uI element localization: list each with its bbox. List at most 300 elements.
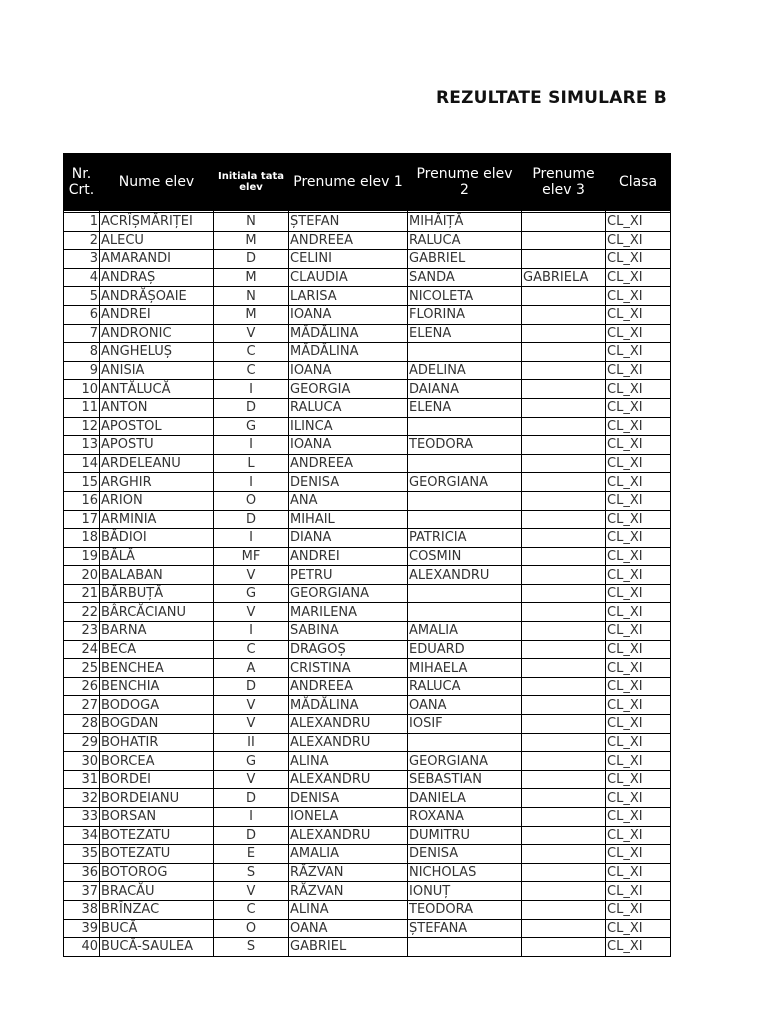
cell-clasa: CL_XI xyxy=(606,938,671,957)
cell-prenume-2: PATRICIA xyxy=(408,529,522,548)
cell-prenume-1: AMALIA xyxy=(289,845,408,864)
cell-prenume-3 xyxy=(522,715,606,734)
cell-initiala-tata: G xyxy=(214,417,289,436)
cell-prenume-2: ELENA xyxy=(408,398,522,417)
cell-prenume-2: MIHĂIȚĂ xyxy=(408,213,522,232)
cell-prenume-2: TEODORA xyxy=(408,436,522,455)
cell-nr-crt: 2 xyxy=(64,231,100,250)
table-row xyxy=(64,715,671,734)
cell-prenume-1: MĂDĂLINA xyxy=(289,343,408,362)
cell-prenume-1: GEORGIANA xyxy=(289,584,408,603)
cell-clasa: CL_XI xyxy=(606,473,671,492)
cell-initiala-tata: D xyxy=(214,510,289,529)
cell-nr-crt: 10 xyxy=(64,380,100,399)
cell-initiala-tata: D xyxy=(214,677,289,696)
cell-clasa: CL_XI xyxy=(606,826,671,845)
cell-prenume-1: CRISTINA xyxy=(289,659,408,678)
cell-prenume-3 xyxy=(522,380,606,399)
cell-prenume-1: ALINA xyxy=(289,900,408,919)
table-row xyxy=(64,231,671,250)
cell-initiala-tata: V xyxy=(214,770,289,789)
cell-prenume-2 xyxy=(408,491,522,510)
cell-prenume-1: GEORGIA xyxy=(289,380,408,399)
table-row xyxy=(64,900,671,919)
header-prenume-2: Prenume elev 2 xyxy=(408,154,522,211)
cell-prenume-3 xyxy=(522,287,606,306)
cell-nr-crt: 38 xyxy=(64,900,100,919)
cell-nume-elev: BUCĂ xyxy=(100,919,214,938)
cell-prenume-1: MĂDĂLINA xyxy=(289,324,408,343)
cell-prenume-3 xyxy=(522,770,606,789)
cell-prenume-3: GABRIELA xyxy=(522,268,606,287)
cell-nr-crt: 13 xyxy=(64,436,100,455)
table-row xyxy=(64,510,671,529)
cell-nume-elev: BENCHIA xyxy=(100,677,214,696)
cell-prenume-1: DIANA xyxy=(289,529,408,548)
cell-nume-elev: ALECU xyxy=(100,231,214,250)
cell-nume-elev: ANGHELUȘ xyxy=(100,343,214,362)
cell-prenume-3 xyxy=(522,547,606,566)
cell-nume-elev: BALABAN xyxy=(100,566,214,585)
table-row xyxy=(64,380,671,399)
cell-nume-elev: ANDREI xyxy=(100,305,214,324)
table-row xyxy=(64,752,671,771)
cell-initiala-tata: V xyxy=(214,603,289,622)
cell-clasa: CL_XI xyxy=(606,454,671,473)
cell-clasa: CL_XI xyxy=(606,584,671,603)
cell-nume-elev: ANDRONIC xyxy=(100,324,214,343)
cell-nr-crt: 23 xyxy=(64,622,100,641)
cell-prenume-1: DRAGOȘ xyxy=(289,640,408,659)
header-row xyxy=(64,154,671,211)
cell-prenume-1: IONELA xyxy=(289,808,408,827)
cell-clasa: CL_XI xyxy=(606,398,671,417)
table-row xyxy=(64,529,671,548)
cell-prenume-3 xyxy=(522,324,606,343)
cell-prenume-1: CELINI xyxy=(289,250,408,269)
cell-nr-crt: 27 xyxy=(64,696,100,715)
table-row xyxy=(64,305,671,324)
cell-prenume-2: RALUCA xyxy=(408,231,522,250)
cell-clasa: CL_XI xyxy=(606,659,671,678)
table-row xyxy=(64,324,671,343)
cell-prenume-1: OANA xyxy=(289,919,408,938)
cell-prenume-1: ANDREI xyxy=(289,547,408,566)
cell-prenume-3 xyxy=(522,398,606,417)
cell-prenume-2: OANA xyxy=(408,696,522,715)
cell-prenume-2: EDUARD xyxy=(408,640,522,659)
cell-prenume-3 xyxy=(522,659,606,678)
cell-nr-crt: 33 xyxy=(64,808,100,827)
cell-nr-crt: 19 xyxy=(64,547,100,566)
cell-prenume-1: ALEXANDRU xyxy=(289,826,408,845)
cell-prenume-3 xyxy=(522,733,606,752)
cell-clasa: CL_XI xyxy=(606,640,671,659)
cell-prenume-1: ANDREEA xyxy=(289,677,408,696)
cell-initiala-tata: V xyxy=(214,696,289,715)
cell-nr-crt: 21 xyxy=(64,584,100,603)
table-row xyxy=(64,287,671,306)
cell-nr-crt: 14 xyxy=(64,454,100,473)
cell-prenume-2: GABRIEL xyxy=(408,250,522,269)
header-nr-crt: Nr. Crt. xyxy=(64,154,100,211)
cell-clasa: CL_XI xyxy=(606,715,671,734)
cell-initiala-tata: G xyxy=(214,752,289,771)
cell-initiala-tata: M xyxy=(214,305,289,324)
cell-initiala-tata: M xyxy=(214,268,289,287)
cell-clasa: CL_XI xyxy=(606,696,671,715)
cell-prenume-2: NICHOLAS xyxy=(408,863,522,882)
cell-initiala-tata: I xyxy=(214,808,289,827)
cell-prenume-1: RALUCA xyxy=(289,398,408,417)
cell-nr-crt: 8 xyxy=(64,343,100,362)
cell-prenume-3 xyxy=(522,900,606,919)
cell-prenume-2: ELENA xyxy=(408,324,522,343)
cell-clasa: CL_XI xyxy=(606,808,671,827)
cell-initiala-tata: D xyxy=(214,250,289,269)
cell-nr-crt: 34 xyxy=(64,826,100,845)
cell-prenume-3 xyxy=(522,454,606,473)
cell-nume-elev: AMARANDI xyxy=(100,250,214,269)
header-initiala-tata: Initiala tata elev xyxy=(214,154,289,211)
cell-nr-crt: 5 xyxy=(64,287,100,306)
cell-prenume-2: DENISA xyxy=(408,845,522,864)
cell-prenume-3 xyxy=(522,231,606,250)
table-row xyxy=(64,696,671,715)
cell-initiala-tata: V xyxy=(214,324,289,343)
cell-prenume-3 xyxy=(522,250,606,269)
table-row xyxy=(64,733,671,752)
cell-nume-elev: BORDEIANU xyxy=(100,789,214,808)
cell-initiala-tata: I xyxy=(214,622,289,641)
cell-prenume-2 xyxy=(408,733,522,752)
table-row xyxy=(64,603,671,622)
table-row xyxy=(64,919,671,938)
table-row xyxy=(64,436,671,455)
page-title: REZULTATE SIMULARE B xyxy=(436,88,667,108)
cell-nume-elev: ACRÎȘMĂRIȚEI xyxy=(100,213,214,232)
cell-initiala-tata: S xyxy=(214,938,289,957)
cell-clasa: CL_XI xyxy=(606,250,671,269)
cell-clasa: CL_XI xyxy=(606,213,671,232)
cell-nr-crt: 22 xyxy=(64,603,100,622)
cell-nume-elev: APOSTOL xyxy=(100,417,214,436)
cell-prenume-3 xyxy=(522,510,606,529)
cell-nume-elev: BĂRBUȚĂ xyxy=(100,584,214,603)
table-row xyxy=(64,268,671,287)
cell-nume-elev: ARDELEANU xyxy=(100,454,214,473)
table-header xyxy=(64,154,671,211)
cell-nume-elev: BOTOROG xyxy=(100,863,214,882)
cell-nume-elev: BENCHEA xyxy=(100,659,214,678)
cell-prenume-3 xyxy=(522,826,606,845)
cell-prenume-1: ALEXANDRU xyxy=(289,733,408,752)
cell-nr-crt: 36 xyxy=(64,863,100,882)
cell-prenume-1: ALEXANDRU xyxy=(289,770,408,789)
cell-nume-elev: BOGDAN xyxy=(100,715,214,734)
cell-nume-elev: BĂDIOI xyxy=(100,529,214,548)
cell-prenume-1: MIHAIL xyxy=(289,510,408,529)
cell-prenume-3 xyxy=(522,305,606,324)
cell-prenume-2: TEODORA xyxy=(408,900,522,919)
cell-prenume-1: MARILENA xyxy=(289,603,408,622)
cell-initiala-tata: I xyxy=(214,380,289,399)
cell-nume-elev: BÂRCĂCIANU xyxy=(100,603,214,622)
cell-prenume-3 xyxy=(522,808,606,827)
table-row xyxy=(64,491,671,510)
cell-nume-elev: ANTON xyxy=(100,398,214,417)
cell-prenume-1: IOANA xyxy=(289,305,408,324)
cell-nr-crt: 40 xyxy=(64,938,100,957)
table-row xyxy=(64,677,671,696)
cell-prenume-3 xyxy=(522,863,606,882)
cell-clasa: CL_XI xyxy=(606,380,671,399)
cell-clasa: CL_XI xyxy=(606,361,671,380)
cell-initiala-tata: D xyxy=(214,789,289,808)
cell-prenume-1: DENISA xyxy=(289,789,408,808)
cell-prenume-2: SEBASTIAN xyxy=(408,770,522,789)
cell-clasa: CL_XI xyxy=(606,752,671,771)
table-row xyxy=(64,343,671,362)
cell-initiala-tata: V xyxy=(214,715,289,734)
cell-nr-crt: 4 xyxy=(64,268,100,287)
cell-initiala-tata: V xyxy=(214,566,289,585)
cell-nr-crt: 16 xyxy=(64,491,100,510)
table-row xyxy=(64,808,671,827)
table-row xyxy=(64,398,671,417)
table-row xyxy=(64,882,671,901)
cell-prenume-3 xyxy=(522,566,606,585)
header-nume-elev: Nume elev xyxy=(100,154,214,211)
header-prenume-3: Prenume elev 3 xyxy=(522,154,606,211)
cell-nr-crt: 24 xyxy=(64,640,100,659)
cell-clasa: CL_XI xyxy=(606,882,671,901)
cell-initiala-tata: D xyxy=(214,826,289,845)
cell-nume-elev: ANDRAȘ xyxy=(100,268,214,287)
cell-nr-crt: 28 xyxy=(64,715,100,734)
cell-initiala-tata: D xyxy=(214,398,289,417)
cell-clasa: CL_XI xyxy=(606,770,671,789)
cell-initiala-tata: G xyxy=(214,584,289,603)
cell-prenume-3 xyxy=(522,622,606,641)
cell-clasa: CL_XI xyxy=(606,529,671,548)
cell-prenume-1: RĂZVAN xyxy=(289,882,408,901)
cell-prenume-3 xyxy=(522,640,606,659)
cell-nume-elev: ANISIA xyxy=(100,361,214,380)
cell-initiala-tata: N xyxy=(214,213,289,232)
cell-prenume-2: ȘTEFANA xyxy=(408,919,522,938)
cell-prenume-2: AMALIA xyxy=(408,622,522,641)
cell-prenume-3 xyxy=(522,343,606,362)
cell-clasa: CL_XI xyxy=(606,417,671,436)
cell-nr-crt: 39 xyxy=(64,919,100,938)
table-row xyxy=(64,584,671,603)
cell-clasa: CL_XI xyxy=(606,845,671,864)
cell-clasa: CL_XI xyxy=(606,733,671,752)
cell-nume-elev: BORDEI xyxy=(100,770,214,789)
cell-clasa: CL_XI xyxy=(606,287,671,306)
cell-clasa: CL_XI xyxy=(606,789,671,808)
header-prenume-1: Prenume elev 1 xyxy=(289,154,408,211)
table-row xyxy=(64,826,671,845)
cell-nr-crt: 6 xyxy=(64,305,100,324)
cell-prenume-3 xyxy=(522,361,606,380)
table-row xyxy=(64,938,671,957)
cell-nume-elev: BUCĂ-SAULEA xyxy=(100,938,214,957)
cell-prenume-1: SABINA xyxy=(289,622,408,641)
cell-nume-elev: BORCEA xyxy=(100,752,214,771)
cell-clasa: CL_XI xyxy=(606,547,671,566)
cell-prenume-3 xyxy=(522,491,606,510)
cell-nr-crt: 7 xyxy=(64,324,100,343)
cell-nr-crt: 35 xyxy=(64,845,100,864)
cell-initiala-tata: MF xyxy=(214,547,289,566)
cell-prenume-2 xyxy=(408,938,522,957)
cell-clasa: CL_XI xyxy=(606,343,671,362)
table-row xyxy=(64,566,671,585)
cell-prenume-1: RĂZVAN xyxy=(289,863,408,882)
cell-nume-elev: ARION xyxy=(100,491,214,510)
cell-prenume-1: IOANA xyxy=(289,436,408,455)
results-table xyxy=(63,153,671,957)
table-body xyxy=(64,211,671,957)
cell-nume-elev: BODOGA xyxy=(100,696,214,715)
cell-prenume-3 xyxy=(522,789,606,808)
cell-prenume-2: IOSIF xyxy=(408,715,522,734)
cell-prenume-1: MĂDĂLINA xyxy=(289,696,408,715)
cell-prenume-1: GABRIEL xyxy=(289,938,408,957)
cell-prenume-1: ALINA xyxy=(289,752,408,771)
cell-prenume-3 xyxy=(522,529,606,548)
cell-initiala-tata: II xyxy=(214,733,289,752)
cell-nume-elev: ARGHIR xyxy=(100,473,214,492)
cell-prenume-1: ANDREEA xyxy=(289,454,408,473)
table-row xyxy=(64,250,671,269)
cell-nume-elev: ANDRĂȘOAIE xyxy=(100,287,214,306)
cell-initiala-tata: S xyxy=(214,863,289,882)
cell-clasa: CL_XI xyxy=(606,305,671,324)
cell-prenume-2 xyxy=(408,417,522,436)
cell-nr-crt: 31 xyxy=(64,770,100,789)
cell-initiala-tata: C xyxy=(214,361,289,380)
cell-nume-elev: APOSTU xyxy=(100,436,214,455)
table-row xyxy=(64,454,671,473)
cell-prenume-1: ȘTEFAN xyxy=(289,213,408,232)
cell-clasa: CL_XI xyxy=(606,603,671,622)
cell-prenume-2: MIHAELA xyxy=(408,659,522,678)
cell-prenume-1: PETRU xyxy=(289,566,408,585)
cell-nr-crt: 32 xyxy=(64,789,100,808)
cell-nume-elev: BOTEZATU xyxy=(100,845,214,864)
cell-clasa: CL_XI xyxy=(606,566,671,585)
cell-prenume-3 xyxy=(522,938,606,957)
cell-prenume-2 xyxy=(408,343,522,362)
cell-prenume-1: ILINCA xyxy=(289,417,408,436)
table-row xyxy=(64,361,671,380)
cell-initiala-tata: L xyxy=(214,454,289,473)
cell-nume-elev: BĂLĂ xyxy=(100,547,214,566)
cell-prenume-3 xyxy=(522,919,606,938)
cell-nr-crt: 18 xyxy=(64,529,100,548)
cell-nume-elev: BRACĂU xyxy=(100,882,214,901)
cell-prenume-2 xyxy=(408,454,522,473)
cell-prenume-1: DENISA xyxy=(289,473,408,492)
cell-initiala-tata: M xyxy=(214,231,289,250)
cell-clasa: CL_XI xyxy=(606,677,671,696)
cell-prenume-3 xyxy=(522,584,606,603)
cell-prenume-2: FLORINA xyxy=(408,305,522,324)
cell-clasa: CL_XI xyxy=(606,324,671,343)
cell-prenume-2: RALUCA xyxy=(408,677,522,696)
cell-initiala-tata: C xyxy=(214,640,289,659)
cell-nr-crt: 3 xyxy=(64,250,100,269)
cell-initiala-tata: I xyxy=(214,473,289,492)
cell-nr-crt: 30 xyxy=(64,752,100,771)
cell-initiala-tata: O xyxy=(214,491,289,510)
cell-prenume-2 xyxy=(408,603,522,622)
cell-nr-crt: 11 xyxy=(64,398,100,417)
cell-prenume-2 xyxy=(408,510,522,529)
cell-clasa: CL_XI xyxy=(606,622,671,641)
cell-clasa: CL_XI xyxy=(606,268,671,287)
cell-clasa: CL_XI xyxy=(606,863,671,882)
cell-nr-crt: 20 xyxy=(64,566,100,585)
cell-prenume-2: NICOLETA xyxy=(408,287,522,306)
table-row xyxy=(64,659,671,678)
table-row xyxy=(64,640,671,659)
cell-prenume-2: DUMITRU xyxy=(408,826,522,845)
table-row xyxy=(64,770,671,789)
cell-nr-crt: 9 xyxy=(64,361,100,380)
cell-nume-elev: BOHATIR xyxy=(100,733,214,752)
cell-prenume-2: ALEXANDRU xyxy=(408,566,522,585)
cell-nume-elev: ARMINIA xyxy=(100,510,214,529)
cell-nr-crt: 25 xyxy=(64,659,100,678)
cell-nume-elev: BECA xyxy=(100,640,214,659)
table-row xyxy=(64,789,671,808)
cell-clasa: CL_XI xyxy=(606,231,671,250)
cell-clasa: CL_XI xyxy=(606,436,671,455)
cell-prenume-1: LARISA xyxy=(289,287,408,306)
table-row xyxy=(64,622,671,641)
table-row xyxy=(64,473,671,492)
cell-prenume-3 xyxy=(522,752,606,771)
cell-prenume-3 xyxy=(522,417,606,436)
cell-prenume-1: ALEXANDRU xyxy=(289,715,408,734)
cell-initiala-tata: C xyxy=(214,900,289,919)
cell-prenume-2: SANDA xyxy=(408,268,522,287)
cell-prenume-2: COSMIN xyxy=(408,547,522,566)
cell-nr-crt: 15 xyxy=(64,473,100,492)
cell-nume-elev: ANTĂLUCĂ xyxy=(100,380,214,399)
cell-prenume-2: GEORGIANA xyxy=(408,473,522,492)
cell-nume-elev: BOTEZATU xyxy=(100,826,214,845)
cell-initiala-tata: A xyxy=(214,659,289,678)
cell-initiala-tata: V xyxy=(214,882,289,901)
cell-initiala-tata: C xyxy=(214,343,289,362)
cell-prenume-2: ROXANA xyxy=(408,808,522,827)
cell-prenume-3 xyxy=(522,845,606,864)
cell-prenume-2: GEORGIANA xyxy=(408,752,522,771)
cell-prenume-3 xyxy=(522,677,606,696)
cell-initiala-tata: I xyxy=(214,529,289,548)
cell-initiala-tata: E xyxy=(214,845,289,864)
cell-prenume-3 xyxy=(522,603,606,622)
cell-prenume-1: CLAUDIA xyxy=(289,268,408,287)
table-row xyxy=(64,547,671,566)
cell-nume-elev: BARNA xyxy=(100,622,214,641)
cell-nr-crt: 17 xyxy=(64,510,100,529)
